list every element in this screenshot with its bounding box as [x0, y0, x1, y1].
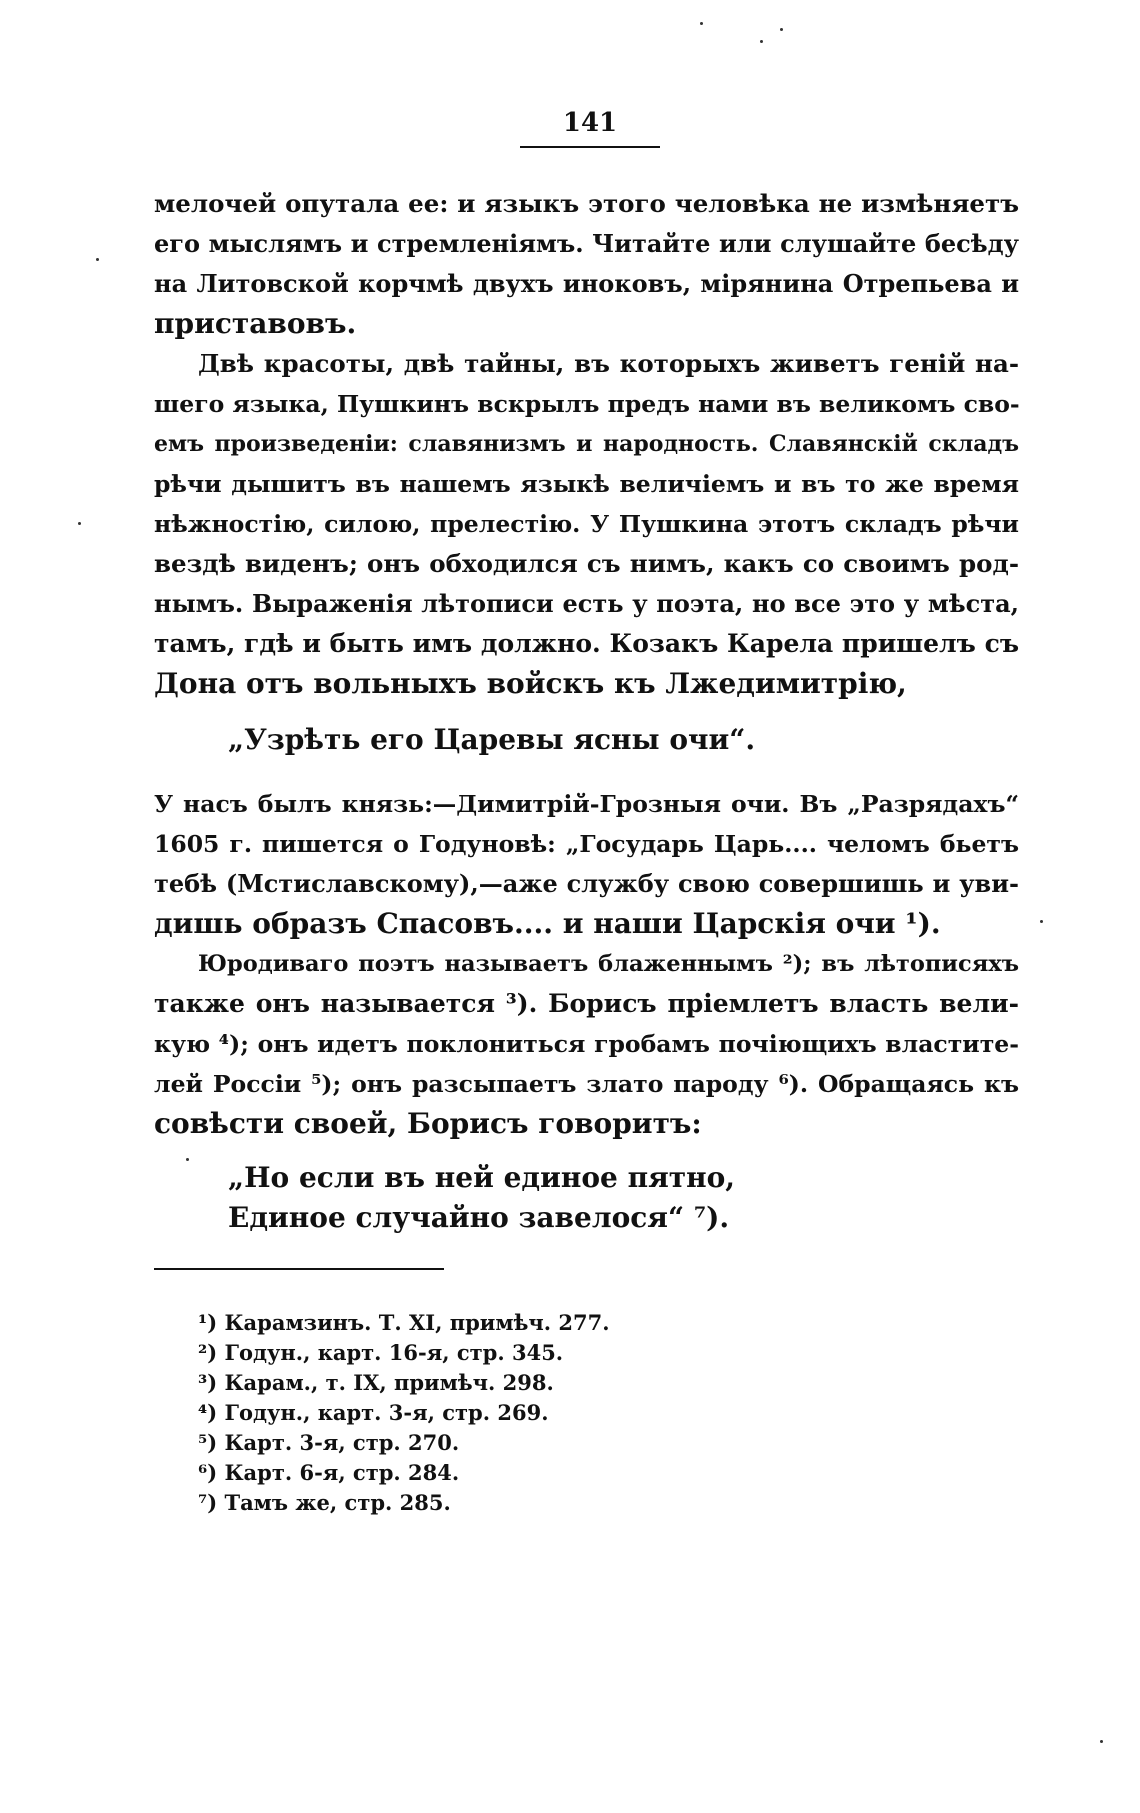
text-line: кую ⁴); онъ идетъ поклониться гробамъ почіющихъ властите- [154, 1030, 1019, 1058]
scan-speck [700, 22, 703, 25]
text-line: совѣсти своей, Борисъ говоритъ: [154, 1107, 702, 1140]
footnote: ⁴) Годун., карт. 3-я, стр. 269. [198, 1400, 549, 1425]
scan-speck [186, 1158, 189, 1161]
scan-speck [1100, 1740, 1103, 1743]
text-line: Дона отъ вольныхъ войскъ къ Лжедимитрію, [154, 667, 907, 700]
text-line: У насъ былъ князь:—Димитрій-Грозныя очи. Въ „Разрядахъ“ [154, 790, 1019, 818]
scan-speck [78, 522, 81, 525]
footnote: ⁷) Тамъ же, стр. 285. [198, 1490, 451, 1515]
text-line: мелочей опутала ее: и языкъ этого человѣка не измѣняетъ [154, 189, 1019, 218]
scan-speck [1040, 920, 1043, 923]
text-line: тамъ, гдѣ и быть имъ должно. Козакъ Карела пришелъ съ [154, 629, 1019, 658]
scan-speck [760, 40, 763, 43]
page-number: 141 [562, 108, 618, 138]
footnote: ³) Карам., т. IX, примѣч. 298. [198, 1370, 554, 1395]
footnote: ⁵) Карт. 3-я, стр. 270. [198, 1430, 460, 1455]
scan-speck [780, 28, 783, 31]
footnote: ¹) Карамзинъ. Т. XI, примѣч. 277. [198, 1310, 610, 1335]
text-line: шего языка, Пушкинъ вскрылъ предъ нами въ великомъ сво- [154, 390, 1020, 418]
text-line: лей Россіи ⁵); онъ разсыпаетъ злато пароду ⁶). Обращаясь къ [154, 1070, 1019, 1098]
text-line: 1605 г. пишется о Годуновѣ: „Государь Царь.... челомъ бьетъ [154, 830, 1019, 858]
verse-quote-line: „Но если въ ней единое пятно, [228, 1161, 736, 1194]
text-line: тебѣ (Мстиславскому),—аже службу свою совершишь и уви- [154, 869, 1019, 898]
text-line: также онъ называется ³). Борисъ пріемлетъ власть вели- [154, 989, 1019, 1018]
header-rule [520, 146, 660, 148]
text-line: нымъ. Выраженія лѣтописи есть у поэта, но все это у мѣста, [154, 589, 1019, 618]
verse-quote: „Узрѣть его Царевы ясны очи“. [228, 723, 756, 756]
scan-speck [96, 258, 99, 261]
text-line: на Литовской корчмѣ двухъ иноковъ, мірянина Отрепьева и [154, 269, 1019, 298]
text-line: нѣжностію, силою, прелестію. У Пушкина этотъ складъ рѣчи [154, 510, 1019, 538]
text-line: его мыслямъ и стремленіямъ. Читайте или слушайте бесѣду [154, 229, 1019, 258]
text-line: вездѣ виденъ; онъ обходился съ нимъ, какъ со своимъ род- [154, 549, 1019, 578]
text-line: емъ произведеніи: славянизмъ и народность. Славянскій складъ [154, 431, 1019, 457]
footnote-rule [154, 1268, 444, 1270]
text-line: дишь образъ Спасовъ.... и наши Царскія очи ¹). [154, 907, 941, 940]
text-line: приставовъ. [154, 307, 357, 340]
text-line: Двѣ красоты, двѣ тайны, въ которыхъ живетъ геній на- [198, 349, 1019, 378]
verse-quote-line: Единое случайно завелося“ ⁷). [228, 1201, 730, 1234]
footnote: ⁶) Карт. 6-я, стр. 284. [198, 1460, 460, 1485]
footnote: ²) Годун., карт. 16-я, стр. 345. [198, 1340, 564, 1365]
text-line: рѣчи дышитъ въ нашемъ языкѣ величіемъ и въ то же время [154, 470, 1019, 498]
text-line: Юродиваго поэтъ называетъ блаженнымъ ²); въ лѣтописяхъ [198, 951, 1019, 977]
